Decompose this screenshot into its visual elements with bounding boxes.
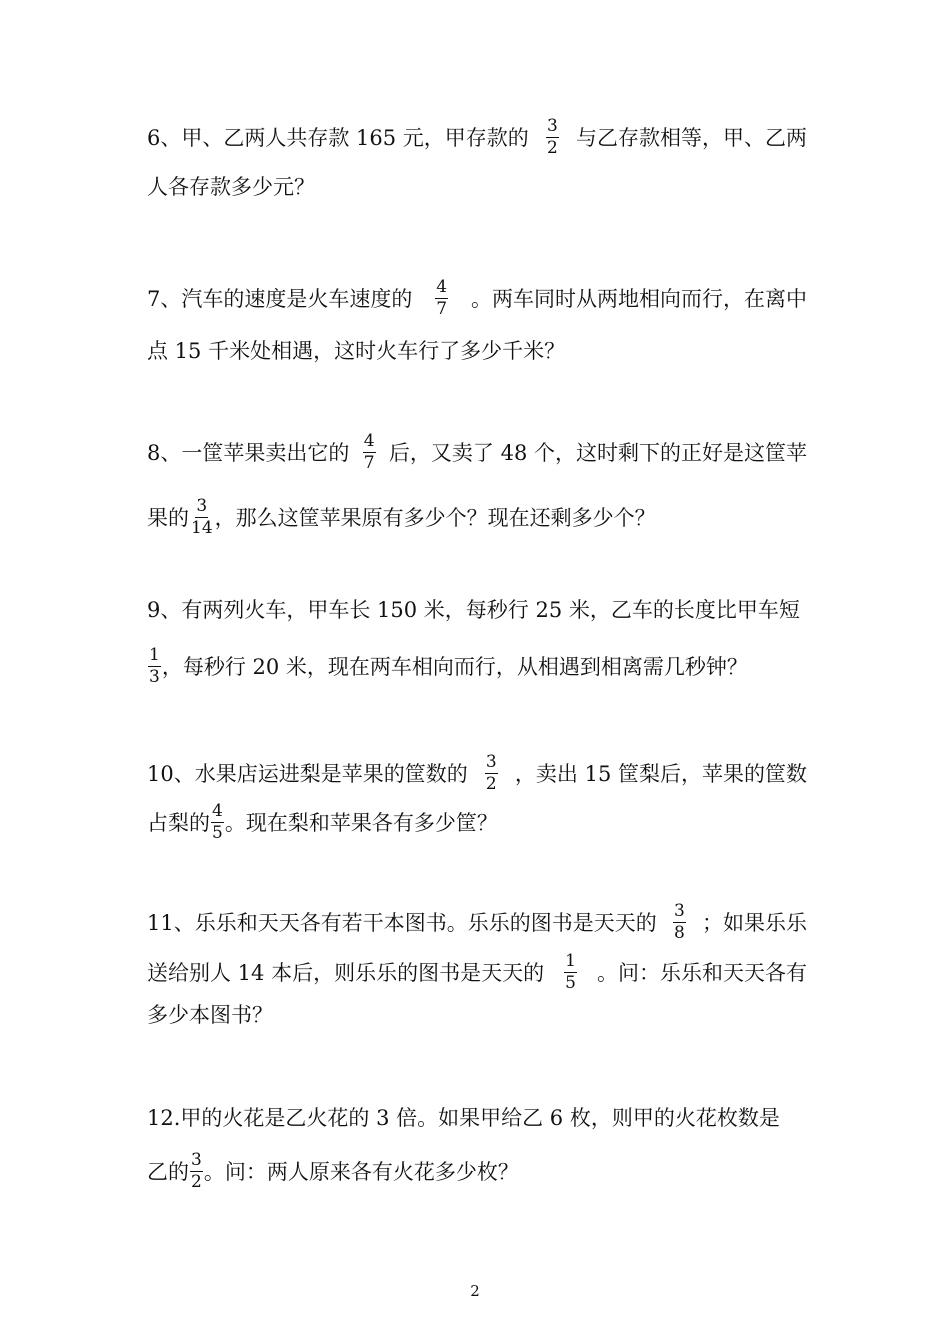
problem-7-line-2 <box>147 336 807 366</box>
denominator: 5 <box>565 973 576 993</box>
problem-10-line-2 <box>147 802 807 843</box>
text: 10、水果店运进梨是苹果的筐数的 <box>147 761 468 786</box>
denominator: 8 <box>673 923 685 943</box>
problem-7-line-1 <box>147 278 807 319</box>
denominator: 5 <box>212 823 223 843</box>
fraction <box>546 117 559 158</box>
problem-9-line-2 <box>147 646 807 687</box>
text: 果的 <box>147 505 189 530</box>
fraction <box>211 802 224 843</box>
problem-6-line-1 <box>147 117 807 158</box>
numerator: 3 <box>673 901 685 921</box>
text: 。现在梨和苹果各有多少筐？ <box>224 810 498 835</box>
numerator: 3 <box>546 116 558 136</box>
text: 12.甲的火花是乙火花的 3 倍。如果甲给乙 6 枚，则甲的火花枚数是 <box>147 1106 780 1130</box>
numerator: 4 <box>212 801 223 821</box>
text: 。问：乐乐和天天各有 <box>597 960 807 985</box>
problem-8-line-1 <box>147 432 807 473</box>
text: 9、有两列火车，甲车长 150 米，每秒行 25 米，乙车的长度比甲车短 <box>147 598 800 622</box>
fraction <box>564 952 577 993</box>
text: 占梨的 <box>147 810 210 835</box>
text: 。问：两人原来各有火花多少枚？ <box>203 1159 519 1184</box>
problem-6-line-2 <box>147 172 807 202</box>
numerator: 1 <box>565 951 576 971</box>
text: 乙的 <box>147 1159 189 1184</box>
numerator: 4 <box>436 277 448 297</box>
fraction <box>363 432 376 473</box>
fraction <box>673 902 686 943</box>
text: ，每秒行 20 米，现在两车相向而行，从相遇到相离需几秒钟？ <box>161 654 748 679</box>
denominator: 7 <box>436 299 448 319</box>
text: 8、一筐苹果卖出它的 <box>147 440 350 465</box>
problem-9-line-1 <box>147 595 807 625</box>
fraction <box>435 278 448 319</box>
text: 人各存款多少元？ <box>147 175 315 199</box>
text: 点 15 千米处相遇，这时火车行了多少千米？ <box>147 339 566 363</box>
text: ；如果乐乐 <box>702 910 807 935</box>
text: 多少本图书？ <box>147 1003 273 1027</box>
text: ，卖出 15 筐梨后，苹果的筐数 <box>514 761 807 786</box>
text: 11、乐乐和天天各有若干本图书。乐乐的图书是天天的 <box>147 910 657 935</box>
text: 与乙存款相等，甲、乙两 <box>576 125 807 150</box>
denominator: 3 <box>149 667 160 687</box>
text: ，那么这筐苹果原有多少个？现在还剩多少个？ <box>214 505 656 530</box>
problem-12-line-2 <box>147 1151 807 1192</box>
numerator: 3 <box>196 496 208 516</box>
numerator: 1 <box>149 645 160 665</box>
fraction <box>485 753 498 794</box>
page-number: 2 <box>470 1282 480 1300</box>
denominator: 7 <box>363 453 375 473</box>
fraction <box>190 497 214 538</box>
problem-11-line-3 <box>147 1000 807 1030</box>
text: 后，又卖了 48 个，这时剩下的正好是这筐苹 <box>388 440 807 465</box>
problem-11-line-2 <box>147 952 807 993</box>
text: 7、汽车的速度是火车速度的 <box>147 286 413 311</box>
problem-12-line-1 <box>147 1103 807 1133</box>
problem-8-line-2 <box>147 497 807 538</box>
fraction <box>148 646 161 687</box>
denominator: 14 <box>191 518 213 538</box>
numerator: 4 <box>363 431 375 451</box>
text: 送给别人 14 本后，则乐乐的图书是天天的 <box>147 960 545 985</box>
numerator: 3 <box>485 752 497 772</box>
fraction <box>190 1151 203 1192</box>
problem-11-line-1 <box>147 902 807 943</box>
denominator: 2 <box>191 1172 202 1192</box>
text: 。两车同时从两地相向而行，在离中 <box>470 286 807 311</box>
problem-10-line-1 <box>147 753 807 794</box>
denominator: 2 <box>485 774 497 794</box>
text: 6、甲、乙两人共存款 165 元，甲存款的 <box>147 125 529 150</box>
denominator: 2 <box>546 138 558 158</box>
numerator: 3 <box>191 1150 202 1170</box>
